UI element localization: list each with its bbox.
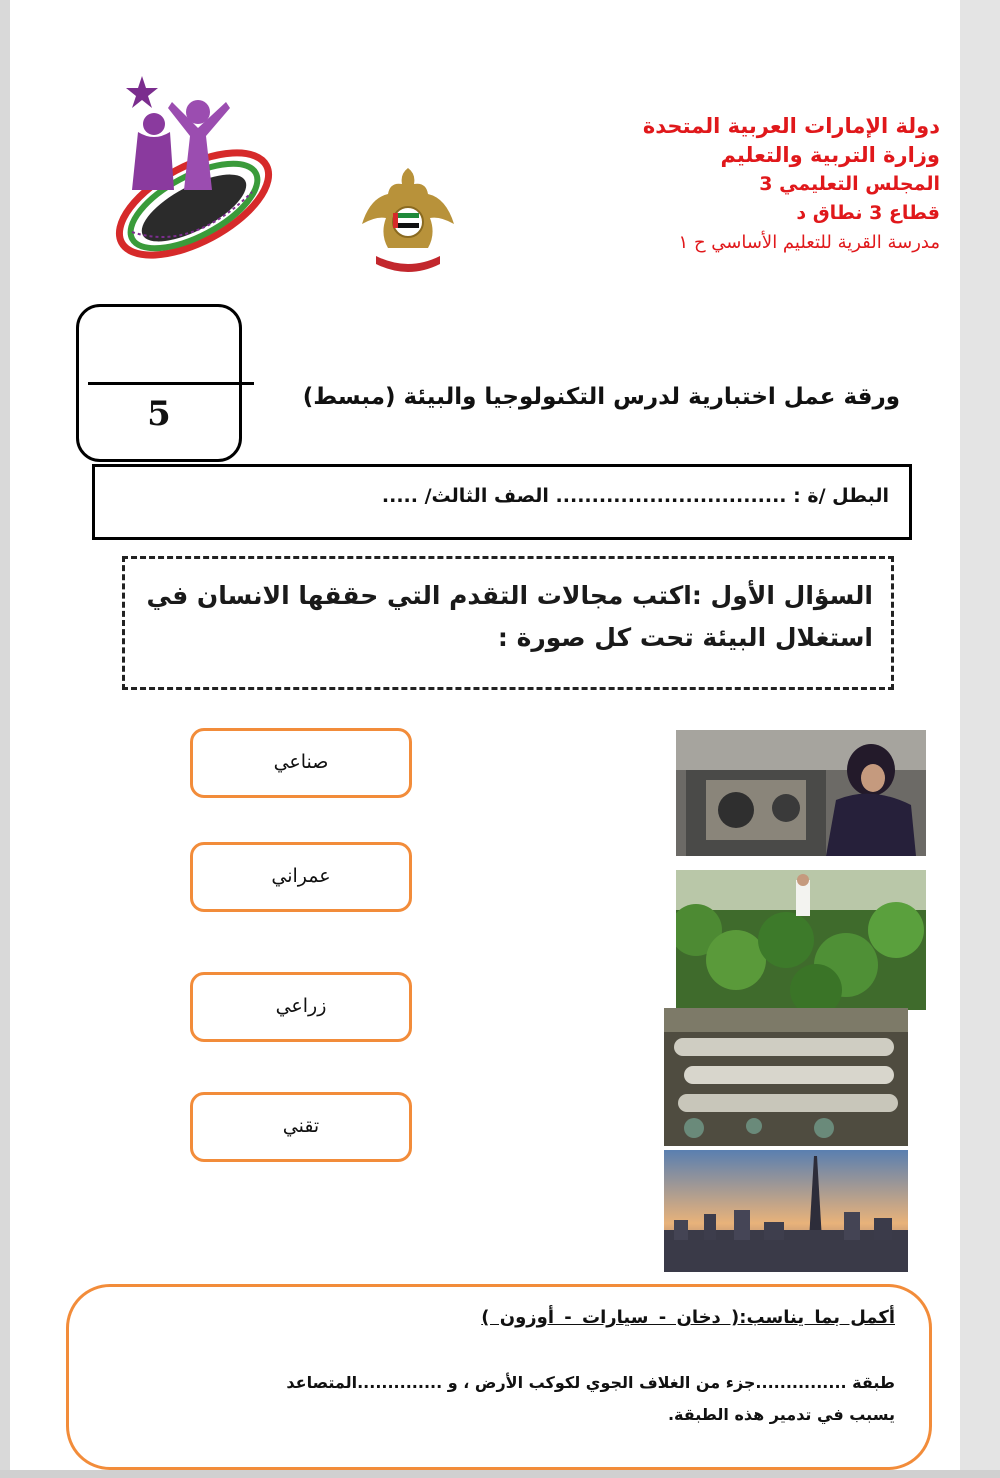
answer-box-1[interactable]: صناعي xyxy=(190,728,412,798)
score-divider xyxy=(88,382,254,385)
textile-machines-photo xyxy=(664,1008,908,1146)
greenhouse-farm-photo xyxy=(676,870,926,1010)
header-country: دولة الإمارات العربية المتحدة xyxy=(642,114,940,138)
answer-box-2[interactable]: عمراني xyxy=(190,842,412,912)
header-council: المجلس التعليمي 3 xyxy=(759,173,940,195)
factory-worker-photo xyxy=(676,730,926,856)
school-header xyxy=(520,112,940,257)
page-left-border xyxy=(0,0,10,1478)
fill-blank-box xyxy=(66,1284,932,1470)
uae-emblem xyxy=(356,164,460,278)
worksheet-title: ورقة عمل اختبارية لدرس التكنولوجيا والبيئة (مبسط) xyxy=(302,384,900,410)
question-1-text: السؤال الأول :اكتب مجالات التقدم التي حققها الانسان في استغلال البيئة تحت كل صورة : xyxy=(146,581,873,652)
header-school: مدرسة القرية للتعليم الأساسي ح ١ xyxy=(678,232,940,253)
page-bottom-border xyxy=(0,1470,1000,1478)
fill-blank-heading: أكمل بما يناسب:( دخان - سيارات - أوزون ) xyxy=(481,1307,895,1328)
score-total: 5 xyxy=(147,394,171,434)
fill-blank-sentence-2: يسبب في تدمير هذه الطبقة. xyxy=(667,1405,895,1424)
header-ministry: وزارة التربية والتعليم xyxy=(720,143,940,167)
answer-box-4[interactable]: تقني xyxy=(190,1092,412,1162)
school-logo xyxy=(102,72,282,262)
city-skyline-photo xyxy=(664,1150,908,1272)
student-info-box xyxy=(92,464,912,540)
header-sector: قطاع 3 نطاق د xyxy=(796,202,940,224)
student-name-grade-field[interactable]: البطل /ة : ................................ الصف الثالث/ ..... xyxy=(381,485,889,507)
page-right-border xyxy=(960,0,1000,1478)
question-1-box xyxy=(122,556,894,690)
answer-box-3[interactable]: زراعي xyxy=(190,972,412,1042)
fill-blank-sentence-1[interactable]: طبقة ...............جزء من الغلاف الجوي لكوكب الأرض ، و ..............المتصاعد xyxy=(286,1373,895,1392)
